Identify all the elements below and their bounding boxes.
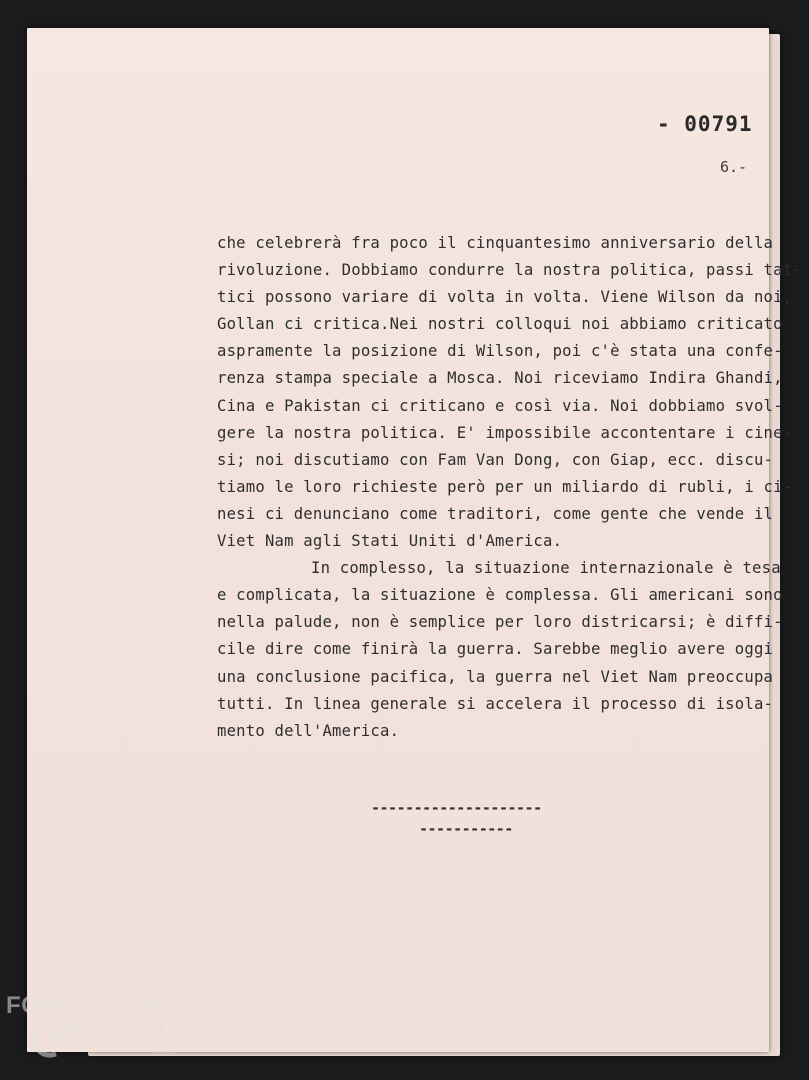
text-line: aspramente la posizione di Wilson, poi c'è stata una confe- bbox=[217, 342, 783, 361]
body-text bbox=[217, 230, 802, 745]
text-line: tutti. In linea generale si accelera il processo di isola- bbox=[217, 694, 774, 713]
text-line: Cina e Pakistan ci criticano e così via. Noi dobbiamo svol- bbox=[217, 396, 783, 415]
text-line: una conclusione pacifica, la guerra nel Viet Nam preoccupa bbox=[217, 667, 774, 686]
text-line: gere la nostra politica. E' impossibile accontentare i cine- bbox=[217, 423, 793, 442]
watermark-line-1: FONDAZIONE bbox=[6, 992, 170, 1019]
text-line: In complesso, la situazione internazionale è tesa bbox=[311, 559, 781, 578]
paragraph-2 bbox=[217, 555, 787, 745]
document-page bbox=[27, 28, 802, 1052]
text-line: nesi ci denunciano come traditori, come gente che vende il bbox=[217, 504, 774, 523]
watermark-line-3: onlus bbox=[152, 1046, 176, 1057]
text-line: mento dell'America. bbox=[217, 721, 400, 740]
text-line: nella palude, non è semplice per loro districarsi; è diffi- bbox=[217, 613, 783, 632]
separator-short: ----------- bbox=[419, 820, 513, 838]
document-number: - 00791 bbox=[657, 112, 753, 136]
text-line: si; noi discutiamo con Fam Van Dong, con Giap, ecc. discu- bbox=[217, 450, 774, 469]
text-line: rivoluzione. Dobbiamo condurre la nostra politica, passi tat- bbox=[217, 261, 802, 280]
watermark-line-2: GRAMSCI bbox=[46, 1018, 167, 1045]
text-line: renza stampa speciale a Mosca. Noi riceviamo Indira Ghandi, bbox=[217, 369, 783, 388]
paragraph-1 bbox=[217, 230, 802, 555]
text-line: cile dire come finirà la guerra. Sarebbe meglio avere oggi bbox=[217, 640, 774, 659]
separator-long: -------------------- bbox=[371, 799, 542, 817]
text-line: tici possono variare di volta in volta. Viene Wilson da noi, bbox=[217, 288, 793, 307]
fondazione-gramsci-watermark bbox=[6, 992, 206, 1072]
text-line: Viet Nam agli Stati Uniti d'America. bbox=[217, 532, 563, 551]
page-number: 6.- bbox=[720, 158, 748, 176]
text-line: che celebrerà fra poco il cinquantesimo anniversario della bbox=[217, 234, 774, 252]
text-line: e complicata, la situazione è complessa. Gli americani sono bbox=[217, 586, 783, 605]
text-line: Gollan ci critica.Nei nostri colloqui noi abbiamo criticato bbox=[217, 315, 783, 334]
text-line: tiamo le loro richieste però per un miliardo di rubli, i ci- bbox=[217, 477, 793, 496]
